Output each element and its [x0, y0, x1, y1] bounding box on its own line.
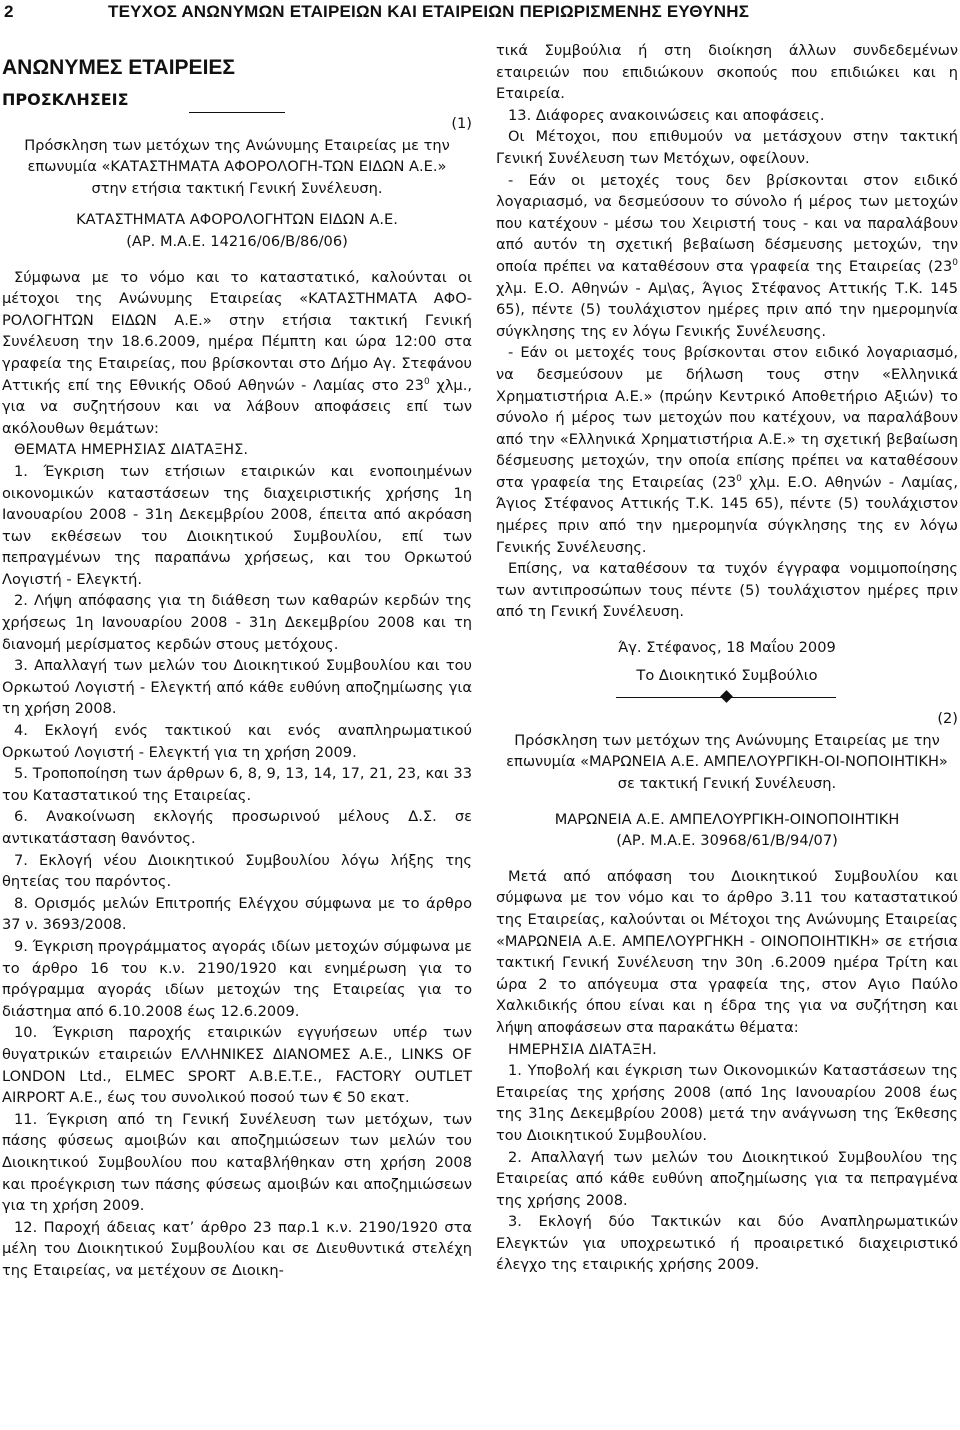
intro-text-b: χλμ., για να συζητήσουν και να λάβουν αποφάσεις επί των ακόλουθων θεμάτων: [2, 376, 472, 437]
agenda-item: 6. Ανακοίνωση εκλογής προσωρινού μέλους Δ.Σ. σε αντικατάσταση θανόντος. [2, 808, 472, 847]
agenda-item: 13. Διάφορες ανακοινώσεις και αποφάσεις. [508, 106, 825, 124]
notice-heading: Πρόσκληση των μετόχων της Ανώνυμης Εταιρείας με την επωνυμία «ΜΑΡΩΝΕΙΑ Α.Ε. ΑΜΠΕΛΟΥΡΓΙΚΗ-ΟΙ-ΝΟΠΟΙΗΤΙΚΗ» σε τακτική Γενική Συνέλευση. [506, 731, 948, 792]
right-column [496, 40, 958, 1276]
continued-text: τικά Συμβούλια ή στη διοίκηση άλλων συνδεδεμένων εταιρειών που επιδιώκουν σκοπούς που επιδιώκει και η Εταιρεία. [496, 42, 958, 103]
company-registration: (ΑΡ. Μ.Α.Ε. 14216/06/Β/86/06) [126, 232, 348, 250]
intro-text-a: Σύμφωνα με το νόμο και το καταστατικό, καλούνται οι μέτοχοι της Ανώνυμης Εταιρείας «ΚΑΤΑΣΤΗΜΑΤΑ ΑΦΟ-ΡΟΛΟΓΗΤΩΝ ΕΙΔΩΝ Α.Ε.» στην ετήσια τακτική Γενική Συνέλευση την 18.6.2009, ημέρα Πέμπτη και ώρα 12:00 στα γραφεία της Εταιρείας, που βρίσκονται στο Δήμο Αγ. Στεφάνου Αττικής επί της Εθνικής Οδού Αθηνών - Λαμίας στο 23 [2, 268, 472, 394]
notice-number: (2) [937, 710, 958, 728]
agenda-item: 8. Ορισμός μελών Επιτροπής Ελέγχου σύμφωνα με το άρθρο 37 ν. 3693/2008. [2, 894, 472, 934]
p3-text-b: χλμ. Ε.Ο. Αθηνών - Λαμίας, Άγιος Στέφανος Αττικής Τ.Κ. 145 65), πέντε (5) τουλάχιστον ημέρες πριν από την ημερομηνία σύγκλησης της εν λόγω Γενικής Συνέλευσης. [496, 473, 958, 556]
notice-number: (1) [451, 115, 472, 132]
running-title: ΤΕΥΧΟΣ ΑΝΩΝΥΜΩΝ ΕΤΑΙΡΕΙΩΝ ΚΑΙ ΕΤΑΙΡΕΙΩΝ ΠΕΡΙΩΡΙΣΜΕΝΗΣ ΕΥΘΥΝΗΣ [108, 2, 750, 21]
notice-heading: Πρόσκληση των μετόχων της Ανώνυμης Εταιρείας με την επωνυμία «ΚΑΤΑΣΤΗΜΑΤΑ ΑΦΟΡΟΛΟΓΗ-ΤΩΝ ΕΙΔΩΝ Α.Ε.» στην ετήσια τακτική Γενική Συνέλευση. [24, 136, 450, 197]
p2-text-a: - Εάν οι μετοχές τους δεν βρίσκονται στον ειδικό λογαριασμό, να δεσμεύσουν το σύνολο ή μέρος των μετοχών που κατέχουν - μέσω του Χειριστή τους - και να παραλάβουν από αυτόν τη σχετική βεβαίωση δέσμευσης μετοχών, την οποία πρέπει να καταθέσουν στα γραφεία της Εταιρείας (23 [496, 171, 958, 275]
section-title: ΑΝΩΝΥΜΕΣ ΕΤΑΙΡΕΙΕΣ [2, 56, 236, 79]
agenda-item: 11. Έγκριση από τη Γενική Συνέλευση των μετόχων, των πάσης φύσεως αμοιβών και αποζημιώσεων των μελών του Διοικητικού Συμβουλίου που καταβλήθηκαν στη χρήση 2008 και προέγκριση των πάσης φύσεως αμοιβών και αποζημιώσεων για τη χρήση 2009. [2, 1110, 472, 1215]
company-name: ΜΑΡΩΝΕΙΑ Α.Ε. ΑΜΠΕΛΟΥΡΓΙΚΗ-ΟΙΝΟΠΟΙΗΤΙΚΗ [554, 810, 900, 828]
left-column [2, 52, 472, 1281]
agenda-title: ΗΜΕΡΗΣΙΑ ΔΙΑΤΑΞΗ. [508, 1040, 657, 1058]
agenda-item: 7. Εκλογή νέου Διοικητικού Συμβουλίου λόγω λήξης της θητείας του παρόντος. [2, 851, 472, 891]
page-header [0, 0, 960, 30]
p2-text-b: χλμ. Ε.Ο. Αθηνών - Αμ\ας, Άγιος Στέφανος Αττικής Τ.Κ. 145 65), πέντε (5) τουλάχιστον ημέρες πριν από την ημερομηνία σύγκλησης της εν λόγω Γενικής Συνέλευσης. [496, 279, 958, 340]
separator [496, 690, 958, 704]
participation-paragraph: Επίσης, να καταθέσουν τα τυχόν έγγραφα νομιμοποίησης των αντιπροσώπων τους πέντε (5) τουλάχιστον ημέρες πριν από τη Γενική Συνέλευση. [496, 560, 958, 621]
p3-superscript: 0 [736, 474, 742, 485]
invitation-paragraph: Μετά από απόφαση του Διοικητικού Συμβουλίου και σύμφωνα με τον νόμο και το άρθρο 3.11 του καταστατικού της Εταιρείας, καλούνται οι Μέτοχοι της Ανώνυμης Εταιρείας «ΜΑΡΩΝΕΙΑ Α.Ε. ΑΜΠΕΛΟΥΡΓΗΚΗ - ΟΙΝΟΠΟΙΗΤΙΚΗ» σε ετήσια τακτική Γενική Συνέλευση την 30η .6.2009 ημέρα Τρίτη και ώρα 2 το απόγευμα στα γραφεία της, στον Αγιο Παύλο Χαλκιδικής όπου είναι και η έδρα της για να συζήτηση και λήψη αποφάσεων στα παρακάτω θέματα: [496, 867, 958, 1036]
company-registration: (ΑΡ. Μ.Α.Ε. 30968/61/Β/94/07) [616, 832, 838, 850]
agenda-item: 1. Έγκριση των ετήσιων εταιρικών και ενοποιημένων οικονομικών καταστάσεων της διαχειριστικής χρήσης 1η Ιανουαρίου 2008 - 31η Δεκεμβρίου 2008, έπειτα από ακρόαση των εκθέσεων του Διοικητικού Συμβουλίου, επί των πεπραγμένων της παραπάνω χρήσεως, και του Ορκωτού Λογιστή - Ελεγκτή. [2, 462, 472, 588]
participation-paragraph [496, 342, 958, 558]
p3-text-a: - Εάν οι μετοχές τους βρίσκονται στον ειδικό λογαριασμό, να δεσμεύσουν με δήλωση τους στην «Ελληνικά Χρηματιστήρια Α.Ε.» (πρώην Κεντρικό Αποθετήριο Αξιών) το σύνολο ή μέρος των μετοχών που κατέχουν, να παραλάβουν από την «Ελληνικά Χρηματιστήρια Α.Ε.» τη σχετική βεβαίωση δέσμευσης μετοχών, την οποία επίσης πρέπει να καταθέσουν στα γραφεία της Εταιρείας (23 [496, 344, 958, 491]
page-number: 2 [4, 2, 14, 21]
agenda-item: 3. Απαλλαγή των μελών του Διοικητικού Συμβουλίου και του Ορκωτού Λογιστή - Ελεγκτή από κάθε ευθύνη αποζημίωσης για τη χρήση 2008. [2, 657, 472, 718]
participation-paragraph: Οι Μέτοχοι, που επιθυμούν να μετάσχουν στην τακτική Γενική Συνέλευση των Μετόχων, οφείλουν. [496, 128, 958, 167]
diamond-icon [720, 690, 733, 703]
intro-superscript: 0 [423, 376, 430, 387]
company-name: ΚΑΤΑΣΤΗΜΑΤΑ ΑΦΟΡΟΛΟΓΗΤΩΝ ΕΙΔΩΝ Α.Ε. [76, 211, 398, 229]
agenda-item: 2. Λήψη απόφασης για τη διάθεση των καθαρών κερδών της χρήσεως 1η Ιανουαρίου 2008 - 31η Δεκεμβρίου 2008 και τη διανομή μερίσματος κερδών στους μετόχους. [2, 592, 472, 653]
signature: Το Διοικητικό Συμβούλιο [636, 666, 818, 684]
participation-paragraph [496, 170, 958, 343]
agenda-item: 5. Τροποποίηση των άρθρων 6, 8, 9, 13, 14, 17, 21, 23, και 33 του Καταστατικού της Εταιρείας. [2, 765, 472, 804]
agenda-item: 9. Έγκριση προγράμματος αγοράς ιδίων μετοχών σύμφωνα με το άρθρο 16 του κ.ν. 2190/1920 και ενημέρωση για το πρόγραμμα αγοράς ιδίων μετοχών της Εταιρείας για το διάστημα από 6.10.2008 έως 12.6.2009. [2, 937, 472, 1020]
sub-title: ΠΡΟΣΚΛΗΣΕΙΣ [2, 90, 129, 109]
agenda-item: 2. Απαλλαγή των μελών του Διοικητικού Συμβουλίου της Εταιρείας από κάθε ευθύνη αποζημίωσης για τα πεπραγμένα της χρήσης 2008. [496, 1148, 958, 1209]
agenda-title: ΘΕΜΑΤΑ ΗΜΕΡΗΣΙΑΣ ΔΙΑΤΑΞΗΣ. [14, 441, 248, 459]
agenda-item: 12. Παροχή άδειας κατ’ άρθρο 23 παρ.1 κ.ν. 2190/1920 στα μέλη του Διοικητικού Συμβουλίου και σε Διευθυντικά στελέχη της Εταιρείας, να μετέχουν σε Διοικη- [2, 1218, 472, 1279]
p2-superscript: 0 [952, 258, 958, 269]
agenda-item: 4. Εκλογή ενός τακτικού και ενός αναπληρωματικού Ορκωτού Λογιστή - Ελεγκτή για τη χρήση 2009. [2, 722, 472, 761]
agenda-item: 10. Έγκριση παροχής εταιρικών εγγυήσεων υπέρ των θυγατρικών εταιρειών ΕΛΛΗΝΙΚΕΣ ΔΙΑΝΟΜΕΣ Α.Ε., LINKS OF LONDON Ltd., ELMEC SPORT A.B.E.T.E., FACTORY OUTLET AIRPORT Α.Ε., έως του συνολικού ποσού των € 50 εκατ. [2, 1024, 472, 1107]
agenda-item: 3. Εκλογή δύο Τακτικών και δύο Αναπληρωματικών Ελεγκτών για υποχρεωτικό ή προαιρετικό διαχειριστικό έλεγχο της εταιρικής χρήσης 2009. [496, 1213, 958, 1274]
place-date: Άγ. Στέφανος, 18 Μαΐου 2009 [618, 639, 836, 657]
intro-paragraph [2, 267, 472, 440]
agenda-item: 1. Υποβολή και έγκριση των Οικονομικών Καταστάσεων της Εταιρείας της χρήσης 2008 (από 1ης Ιανουαρίου 2008 έως της 31ης Δεκεμβρίου 2008) μετά την ανάγνωση της Έκθεσης του Διοικητικού Συμβουλίου. [496, 1062, 958, 1144]
